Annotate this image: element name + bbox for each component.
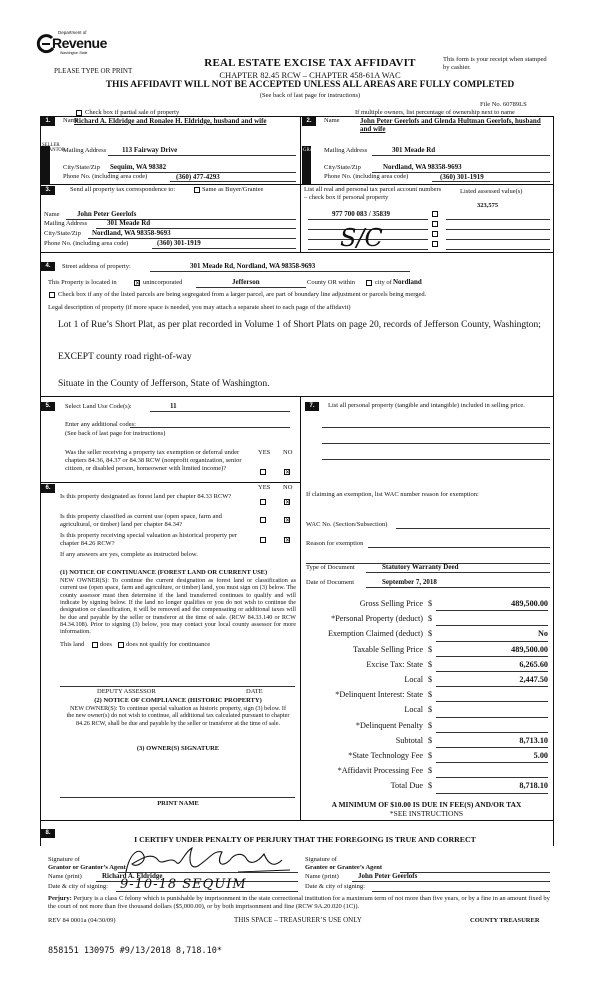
- fee-label: Local: [404, 705, 423, 715]
- fee-value: 8,718.10: [519, 781, 548, 791]
- seller-phone-value: (360) 477-4293: [176, 173, 220, 181]
- fee-dollar-sign: $: [428, 644, 433, 654]
- section-1-number: 1.: [41, 117, 55, 126]
- receipt-note: This form is your receipt when stamped by cashier.: [443, 56, 547, 71]
- fee-row: [300, 765, 553, 780]
- s5-yes-checkbox[interactable]: [260, 469, 266, 475]
- corr-mailing-value: 301 Meade Rd: [107, 219, 151, 227]
- fee-dollar-sign: $: [428, 720, 433, 730]
- county-treasurer-label: COUNTY TREASURER: [470, 917, 540, 924]
- fee-table: [300, 598, 553, 798]
- fee-label: Taxable Selling Price: [353, 644, 423, 654]
- notice-1-title: (1) NOTICE OF CONTINUANCE (FOREST LAND OR CURRENT USE): [60, 569, 268, 576]
- partial-sale-label: Check box if partial sale of property: [85, 109, 180, 116]
- cashier-stamp: 858151 130975 #9/13/2018 8,718.10*: [48, 946, 222, 956]
- multiple-owners-note: If multiple owners, list percentage of ownership next to name: [355, 109, 515, 116]
- corr-name-value: John Peter Geerlofs: [77, 210, 137, 218]
- fee-dollar-sign: $: [428, 690, 433, 700]
- treasurer-only-label: THIS SPACE – TREASURER’S USE ONLY: [234, 916, 362, 924]
- wac-label: WAC No. (Section/Subsection): [306, 521, 388, 528]
- fee-row: [300, 689, 553, 704]
- s5-no-label: NO: [283, 449, 293, 456]
- does-checkbox[interactable]: [92, 642, 98, 648]
- buyer-phone-value: (360) 301-1919: [440, 173, 484, 181]
- see-instructions-note: *SEE INSTRUCTIONS: [389, 809, 464, 818]
- fee-row: [300, 598, 553, 613]
- fee-label: *Delinquent Interest: State: [335, 690, 423, 700]
- segregated-label: Check box if any of the listed parcels are being segregated from a larger parcel, are part of boundary line adjustment or parcels being merged.: [58, 291, 427, 298]
- s6-question-1: Is this property designated as forest land per chapter 84.33 RCW?: [60, 493, 232, 500]
- notice-2-text: NEW OWNER(S): To continue special valuation as historic property, sign (3) below. If the new owner(s) do not wish to continue, all additional tax calculated pursuant to chapter 84.26 RCW, shall be due and payable by the seller or transferor at the time of sale.: [66, 705, 290, 727]
- doc-type-value: Statutory Warranty Deed: [382, 563, 459, 571]
- logo-line-1: Department of: [58, 30, 87, 35]
- owner-signature-label: (3) OWNER(S) SIGNATURE: [136, 745, 220, 752]
- fee-dollar-sign: $: [428, 735, 433, 745]
- print-name-label: PRINT NAME: [157, 800, 199, 807]
- seller-name-label: Name: [63, 117, 79, 124]
- fee-row: [300, 659, 553, 674]
- street-label: Street address of property:: [62, 263, 131, 270]
- perjury-label: Perjury:: [48, 895, 72, 902]
- buyer-phone-label: Phone No. (including area code): [324, 173, 409, 180]
- doc-date-value: September 7, 2018: [382, 578, 437, 586]
- fee-label: *Affidavit Processing Fee: [337, 766, 423, 776]
- fee-value: 2,447.50: [519, 675, 548, 684]
- parcel-handwritten-mark: S/C: [340, 224, 383, 252]
- s6-q3-yes-checkbox[interactable]: [260, 537, 266, 543]
- fee-label: Subtotal: [395, 735, 423, 745]
- form-warning: THIS AFFIDAVIT WILL NOT BE ACCEPTED UNLESS ALL AREAS ARE FULLY COMPLETED: [105, 80, 515, 90]
- does-not-checkbox[interactable]: [118, 642, 124, 648]
- fee-label: *Delinquent Penalty: [355, 720, 423, 730]
- fee-label: Local: [404, 675, 423, 684]
- fee-dollar-sign: $: [428, 781, 433, 791]
- please-type: PLEASE TYPE OR PRINT: [54, 67, 133, 75]
- seller-city-value: Sequim, WA 98382: [110, 163, 167, 171]
- buyer-mailing-value: 301 Meade Rd: [392, 146, 436, 154]
- section-4-number: 4.: [41, 262, 55, 271]
- fee-dollar-sign: $: [428, 751, 433, 760]
- corr-name-label: Name: [44, 211, 60, 218]
- county-or-label: County OR within: [307, 279, 356, 286]
- seller-city-label: City/State/Zip: [63, 164, 100, 171]
- land-use-see-back: (See back of last page for instructions): [65, 430, 166, 437]
- seller-phone-label: Phone No. (including area code): [63, 173, 148, 180]
- parcel-number: 977 700 083 / 35839: [332, 210, 390, 218]
- logo-line-3: Washington State: [60, 51, 88, 55]
- s6-question-3: Is this property receiving special valuation as historical property per chapter 84.26 RCW?: [60, 532, 238, 547]
- reason-label: Reason for exemption: [306, 540, 364, 547]
- buyer-city-label: City/State/Zip: [324, 164, 361, 171]
- section-6-number: 6.: [41, 484, 55, 493]
- grantor-date-label: Date & city of signing:: [48, 883, 108, 890]
- assessed-value: 323,575: [477, 202, 499, 209]
- doc-date-label: Date of Document: [306, 579, 355, 586]
- fee-value: 5.00: [533, 751, 548, 760]
- certify-statement: I CERTIFY UNDER PENALTY OF PERJURY THAT THE FOREGOING IS TRUE AND CORRECT: [134, 835, 476, 844]
- this-land-label: This land: [60, 641, 85, 648]
- fee-dollar-sign: $: [428, 766, 433, 776]
- perjury-text: Perjury is a class C felony which is punishable by imprisonment in the state correctional institution for a maximum term of not more than five years, or by a fine in an amount fixed by the court of not more than five thousand dollars ($5,000.00), or by both imprisonment and fine (RCW 9A.20.020 (1C)).: [48, 895, 550, 911]
- legal-label: Legal description of property (if more space is needed, you may attach a separate sheet to each page of the affidavit): [48, 304, 351, 311]
- s5-no-checkbox[interactable]: ✕: [285, 469, 291, 476]
- buyer-name-value: John Peter Geerlofs and Glenda Hultman Geerlofs, husband and wife: [360, 117, 541, 134]
- segregated-checkbox[interactable]: [49, 292, 55, 298]
- section-5-number: 5.: [41, 402, 55, 411]
- section-7-number: 7.: [305, 402, 319, 411]
- fee-label: Exemption Claimed (deduct): [327, 629, 423, 639]
- fee-row: [300, 750, 553, 765]
- exemption-wac-label: If claiming an exemption, list WAC number reason for exemption:: [306, 491, 479, 498]
- fee-dollar-sign: $: [428, 705, 433, 715]
- grantee-name-label: Name (print): [305, 873, 339, 880]
- assessed-label: Listed assessed value(s): [460, 188, 523, 195]
- s6-q2-yes-checkbox[interactable]: [260, 517, 266, 523]
- corr-phone-value: (360) 301-1919: [157, 239, 201, 247]
- street-value: 301 Meade Rd, Nordland, WA 98358-9693: [190, 262, 316, 270]
- notice-2-title: (2) NOTICE OF COMPLIANCE (HISTORIC PROPERTY): [94, 697, 262, 704]
- section-3-number: 3.: [41, 186, 55, 195]
- buyer-city-value: Nordland, WA 98358-9693: [383, 163, 462, 171]
- grantee-date-label: Date & city of signing:: [305, 883, 365, 890]
- city-value: Nordland: [393, 278, 422, 286]
- grantor-name-value: Richard A. Eldridge: [102, 872, 163, 880]
- legal-description-3: Situate in the County of Jefferson, State of Washington.: [58, 379, 270, 389]
- s5-exemption-question: Was the seller receiving a property tax exemption or deferral under chapters 84.36, 84.37 or 84.38 RCW (nonprofit organization, senior citizen, or disabled person, homeowner with limited income)?: [65, 449, 242, 472]
- grantor-sig-label-2: Grantor or Grantor’s Agent: [48, 864, 126, 871]
- same-as-buyer-label: Same as Buyer/Grantee: [202, 186, 264, 193]
- unincorporated-label: unincorporated: [143, 279, 183, 286]
- seller-mailing-value: 113 Fairway Drive: [122, 146, 178, 154]
- fee-label: Excise Tax: State: [366, 659, 423, 669]
- s6-q2-no-checkbox[interactable]: ✕: [285, 517, 291, 524]
- fee-label: Total Due: [390, 781, 423, 791]
- grantor-name-label: Name (print): [48, 873, 82, 880]
- corr-mailing-label: Mailing Address: [44, 220, 88, 227]
- fee-row: [300, 735, 553, 750]
- s6-question-note: If any answers are yes, complete as instructed below.: [60, 551, 198, 558]
- fee-value: 489,500.00: [511, 644, 548, 654]
- rev-number: REV 84 0001a (04/30/09): [48, 917, 116, 924]
- fee-dollar-sign: $: [428, 614, 433, 624]
- grantee-sig-label-2: Grantee or Grantee’s Agent: [305, 864, 383, 871]
- logo-line-2: Revenue: [52, 35, 107, 51]
- fee-label: *State Technology Fee: [348, 751, 423, 760]
- city-of-label: city of: [375, 279, 392, 286]
- fee-value: No: [537, 629, 548, 639]
- corr-phone-label: Phone No. (including area code): [44, 240, 129, 247]
- fee-row: [300, 628, 553, 643]
- deputy-assessor-label: DEPUTY ASSESSOR: [97, 688, 156, 695]
- fee-dollar-sign: $: [428, 675, 433, 684]
- s5-yes-label: YES: [258, 449, 271, 456]
- fee-row: [300, 613, 553, 628]
- fee-row: [300, 780, 553, 795]
- fee-row: [300, 704, 553, 719]
- parcels-label: List all real and personal tax parcel account numbers – check box if personal property: [304, 186, 442, 201]
- additional-codes-label: Enter any additional codes:: [65, 421, 136, 428]
- dor-logo: [36, 30, 107, 60]
- corr-city-value: Nordland, WA 98358-9693: [92, 229, 171, 237]
- notice-1-text: NEW OWNER(S): To continue the current designation as forest land or classification as current use (open space, farm and agriculture, or timber) land, you must sign on (3) below. The county assessor must then determine if the land transferred continues to qualify and will indicate by signing below. If the land no longer qualifies or you do not wish to continue the designation or classification, it will be removed and the compensating or additional taxes will be due and payable by the seller or transferor at the time of sale. (RCW 84.33.140 or RCW 84.34.108). Prior to signing (3) below, you may contact your local county assessor for more information.: [60, 577, 296, 636]
- land-use-value: 11: [170, 402, 177, 410]
- fee-row: [300, 644, 553, 659]
- county-value: Jefferson: [232, 278, 260, 286]
- seller-mailing-label: Mailing Address: [63, 147, 107, 154]
- form-subtitle: CHAPTER 82.45 RCW – CHAPTER 458-61A WAC: [219, 70, 401, 80]
- corr-city-label: City/State/Zip: [44, 230, 81, 237]
- buyer-mailing-label: Mailing Address: [324, 147, 368, 154]
- fee-value: 6,265.60: [519, 659, 548, 669]
- fee-row: [300, 674, 553, 689]
- fee-value: 8,713.10: [519, 735, 548, 745]
- grantor-date-handwritten: 9-10-18 SEQUIM: [120, 877, 247, 892]
- does-label: does: [100, 641, 112, 648]
- form-title: REAL ESTATE EXCISE TAX AFFIDAVIT: [204, 57, 416, 69]
- fee-row: [300, 720, 553, 735]
- section-8-number: 8.: [41, 829, 55, 838]
- city-checkbox[interactable]: [366, 280, 372, 286]
- deputy-date-label: DATE: [246, 688, 263, 695]
- does-not-label: does not qualify for continuance: [126, 641, 211, 648]
- minimum-fee-note: A MINIMUM OF $10.00 IS DUE IN FEE(S) AND/OR TAX: [331, 800, 522, 809]
- personal-property-label: List all personal property (tangible and intangible) included in selling price.: [328, 402, 525, 409]
- land-use-label: Select Land Use Code(s):: [65, 403, 132, 410]
- unincorporated-checkbox[interactable]: ✕: [135, 280, 141, 287]
- fee-dollar-sign: $: [428, 629, 433, 639]
- fee-value: 489,500.00: [511, 599, 548, 608]
- correspondence-label: Send all property tax correspondence to:: [70, 186, 176, 193]
- fee-label: Gross Selling Price: [359, 599, 423, 608]
- see-back-note: (See back of last page for instructions): [259, 92, 361, 99]
- s6-question-2: Is this property classified as current use (open space, farm and agricultural, or timber) land per chapter 84.34?: [60, 513, 222, 528]
- parcel-3-personal-checkbox[interactable]: [432, 231, 438, 237]
- seller-name-value: Richard A. Eldridge and Ronalee H. Eldridge, husband and wife: [74, 117, 267, 125]
- legal-description-2: EXCEPT county road right-of-way: [58, 352, 192, 362]
- section-2-number: 2.: [302, 117, 316, 126]
- s6-yes-label: YES: [258, 484, 271, 491]
- legal-description-1: Lot 1 of Rue’s Short Plat, as per plat recorded in Volume 1 of Short Plats on page 20, records of Jefferson County, Washington;: [58, 320, 541, 330]
- fee-label: *Personal Property (deduct): [331, 614, 423, 624]
- doc-type-label: Type of Document: [306, 564, 355, 571]
- buyer-name-label: Name: [324, 117, 340, 124]
- file-number: File No. 60789LS: [480, 101, 527, 108]
- parcel-4-personal-checkbox[interactable]: [432, 241, 438, 247]
- fee-dollar-sign: $: [428, 659, 433, 669]
- fee-dollar-sign: $: [428, 599, 433, 608]
- grantee-name-value: John Peter Geerlofs: [358, 872, 418, 880]
- s6-q3-no-checkbox[interactable]: ✕: [285, 537, 291, 544]
- located-label: This Property is located in: [48, 279, 117, 286]
- grantee-sig-label-1: Signature of: [305, 856, 337, 863]
- same-as-buyer-checkbox[interactable]: [194, 187, 200, 193]
- s6-no-label: NO: [283, 484, 293, 491]
- perjury-notice: [48, 895, 553, 912]
- parcel-2-personal-checkbox[interactable]: [432, 221, 438, 227]
- grantor-sig-label-1: Signature of: [48, 856, 80, 863]
- s6-q1-no-checkbox[interactable]: ✕: [285, 499, 291, 506]
- parcel-1-personal-checkbox[interactable]: [432, 211, 438, 217]
- s6-q1-yes-checkbox[interactable]: [260, 499, 266, 505]
